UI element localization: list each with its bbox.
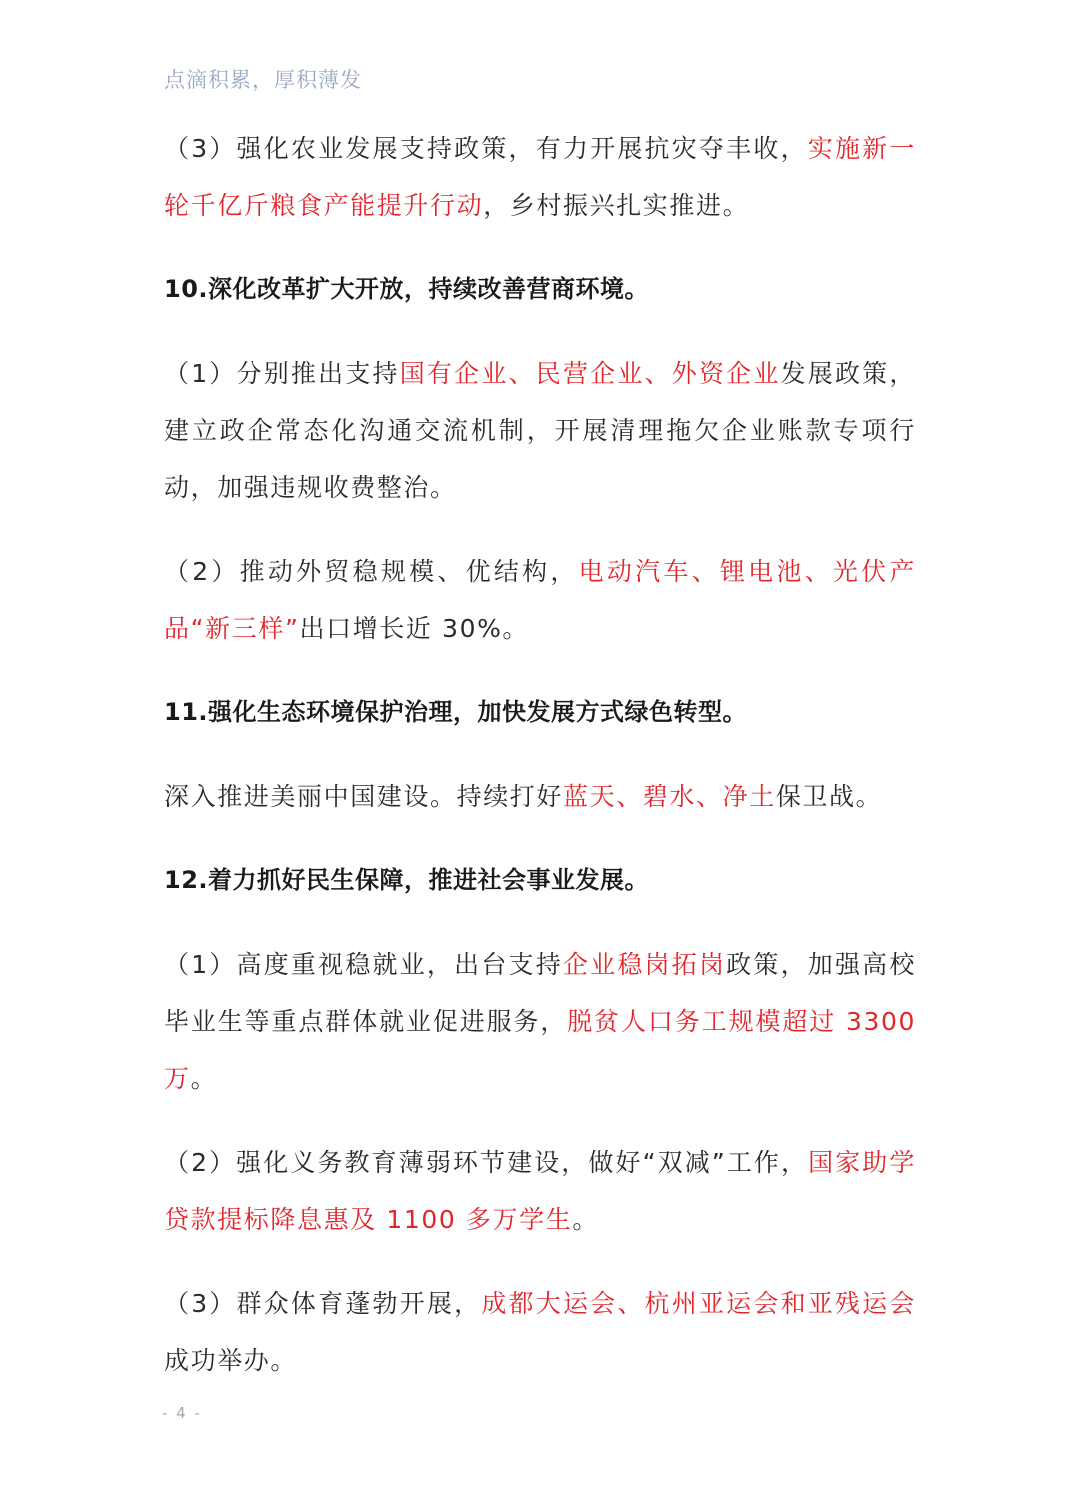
text-segment: 政策，加强高校毕业生等重点群体就业促进服务， bbox=[164, 950, 916, 1036]
text-segment: （1）高度重视稳就业，出台支持 bbox=[164, 950, 563, 979]
section-heading: 11.强化生态环境保护治理，加快发展方式绿色转型。 bbox=[164, 698, 748, 726]
text-segment: 保卫战。 bbox=[775, 782, 883, 811]
text-segment: 深入推进美丽中国建设。持续打好 bbox=[164, 782, 564, 811]
body-paragraph bbox=[164, 936, 916, 1107]
body-paragraph bbox=[164, 120, 916, 234]
text-segment: （3）群众体育蓬勃开展， bbox=[164, 1289, 482, 1318]
body-paragraph bbox=[164, 1134, 916, 1248]
text-segment: 成功举办。 bbox=[164, 1346, 298, 1375]
highlighted-text: 电动汽车、锂电池、光伏产品“新三样” bbox=[164, 557, 916, 643]
text-segment: 发展政策，建立政企常态化沟通交流机制，开展清理拖欠企业账款专项行动，加强违规收费整治。 bbox=[164, 359, 916, 502]
highlighted-text: 实施新一轮千亿斤粮食产能提升行动 bbox=[164, 134, 916, 220]
text-segment: （2）强化义务教育薄弱环节建设，做好“双减”工作， bbox=[164, 1148, 809, 1177]
text-segment: ，乡村振兴扎实推进。 bbox=[483, 191, 750, 220]
highlighted-text: 脱贫人口务工规模超过 3300 万 bbox=[164, 1007, 916, 1093]
text-segment: （3）强化农业发展支持政策，有力开展抗灾夺丰收， bbox=[164, 134, 808, 163]
page-number: - 4 - bbox=[162, 1404, 202, 1422]
text-segment: 。 bbox=[572, 1205, 599, 1234]
body-paragraph bbox=[164, 1275, 916, 1389]
page-header-slogan: 点滴积累，厚积薄发 bbox=[164, 68, 362, 92]
highlighted-text: 国有企业、民营企业、外资企业 bbox=[399, 359, 781, 388]
highlighted-text: 企业稳岗拓岗 bbox=[562, 950, 727, 979]
body-paragraph bbox=[164, 768, 916, 825]
section-heading: 12.着力抓好民生保障，推进社会事业发展。 bbox=[164, 866, 650, 894]
highlighted-text: 国家助学贷款提标降息惠及 1100 多万学生 bbox=[164, 1148, 917, 1234]
highlighted-text: 蓝天、碧水、净土 bbox=[563, 782, 776, 811]
section-heading: 10.深化改革扩大开放，持续改善营商环境。 bbox=[164, 275, 650, 303]
body-paragraph bbox=[164, 543, 916, 657]
text-segment: 出口增长近 30%。 bbox=[299, 614, 530, 643]
document-body bbox=[164, 120, 916, 1416]
text-segment: （2）推动外贸稳规模、优结构， bbox=[164, 557, 579, 586]
text-segment: 。 bbox=[190, 1064, 218, 1093]
text-segment: （1）分别推出支持 bbox=[164, 359, 400, 388]
body-paragraph bbox=[164, 345, 916, 516]
highlighted-text: 成都大运会、杭州亚运会和亚残运会 bbox=[481, 1289, 916, 1318]
